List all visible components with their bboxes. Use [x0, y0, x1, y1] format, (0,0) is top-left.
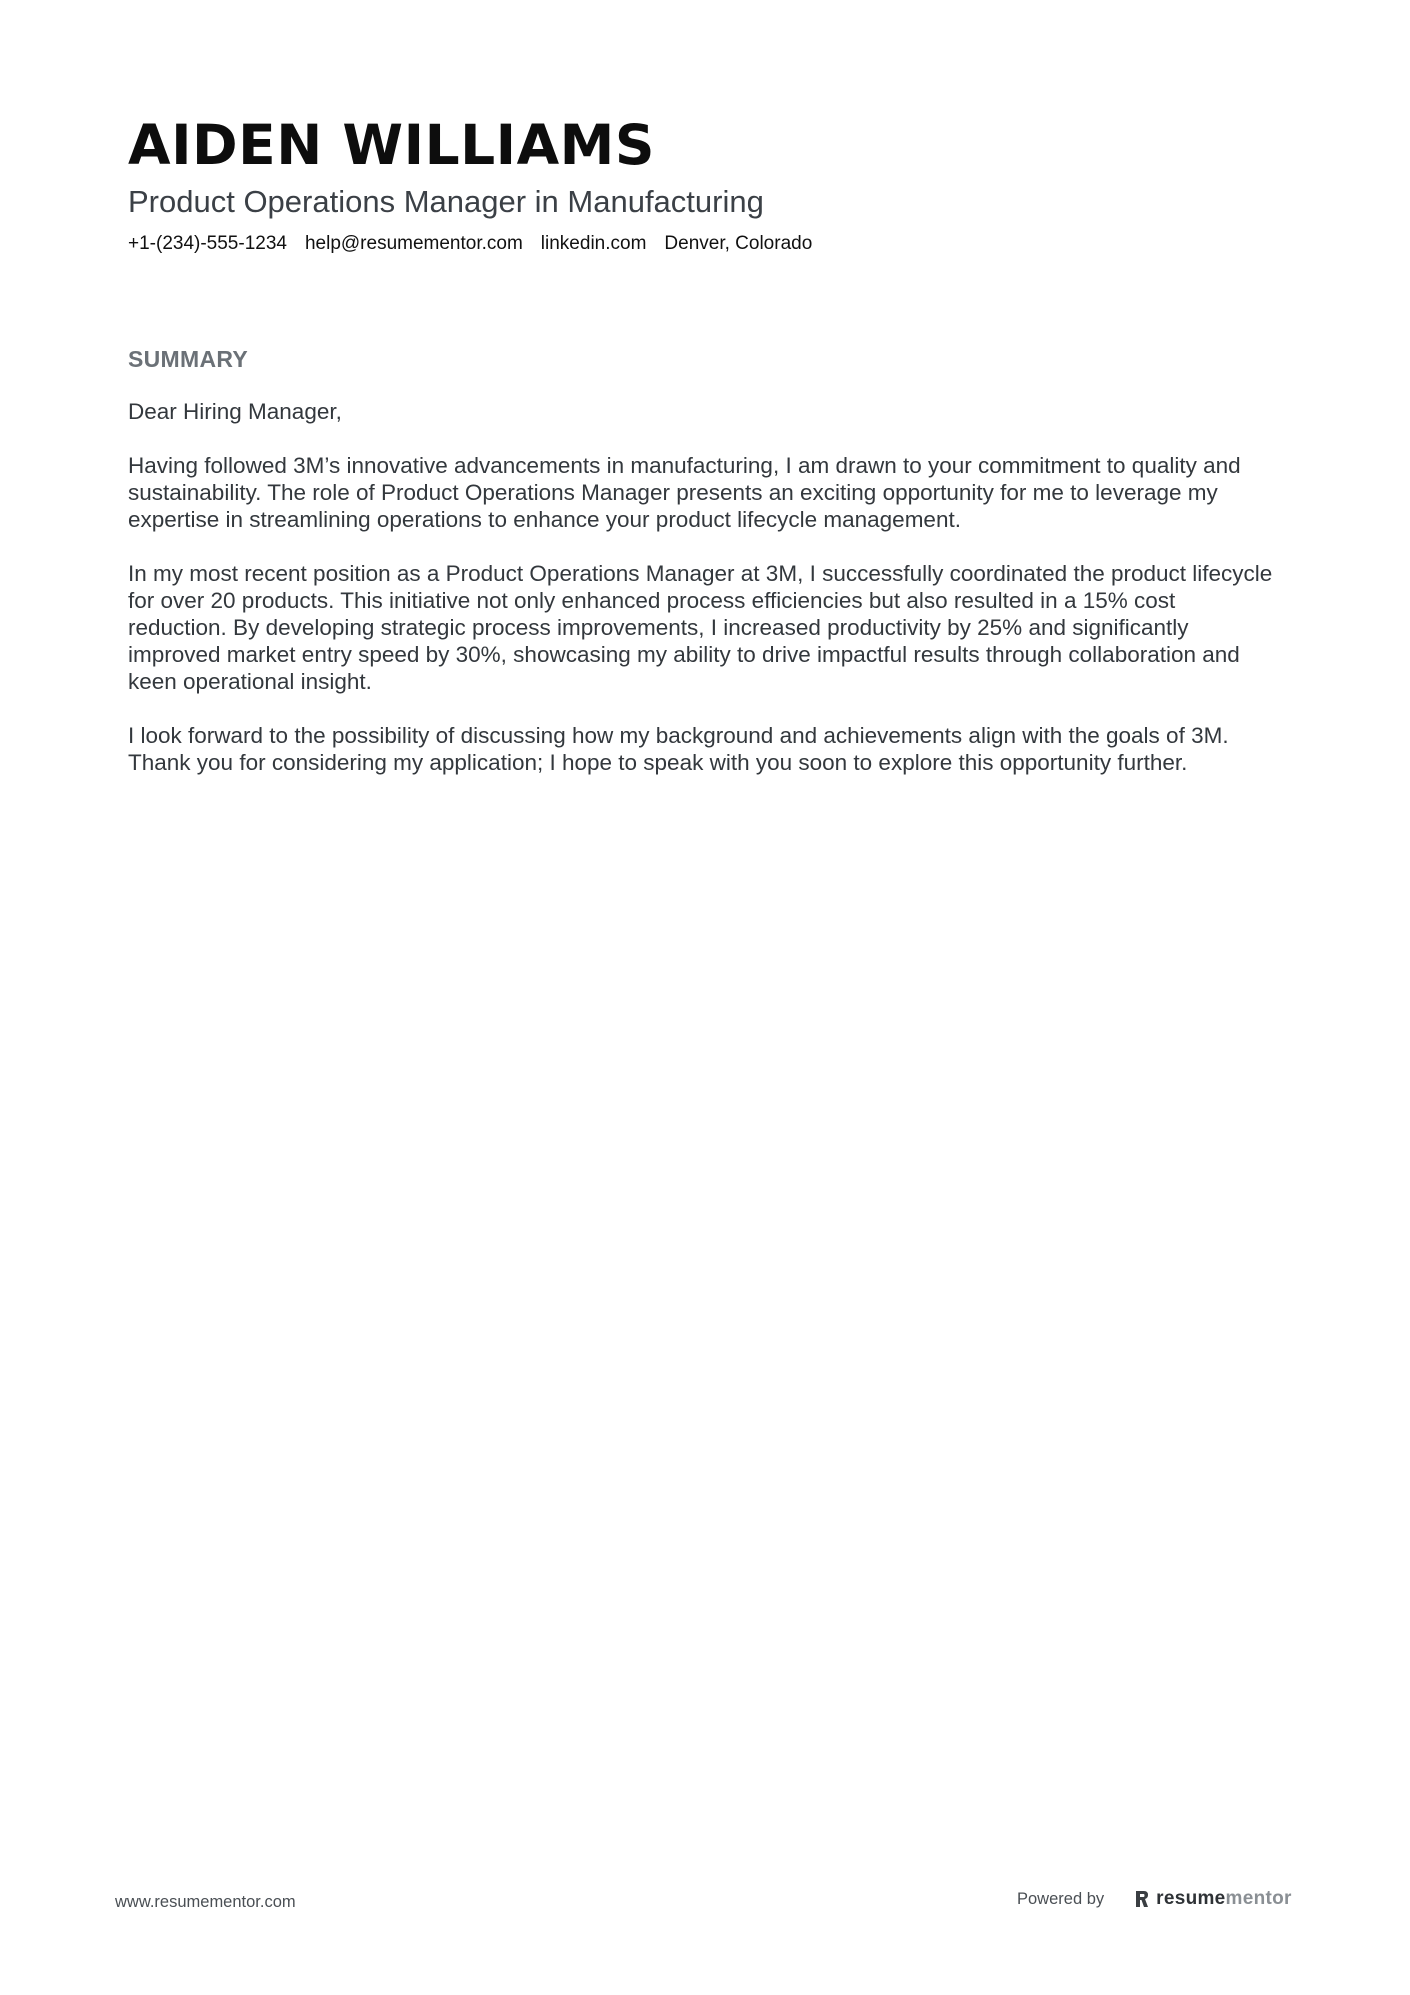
letter-paragraph: Having followed 3M’s innovative advancements in manufacturing, I am drawn to your commitment to quality and sustainability. The role of Product Operations Manager presents an exciting opportunity for me to leverage my expertise in streamlining operations to enhance your product lifecycle management. — [128, 453, 1241, 532]
job-title: Product Operations Manager in Manufacturing — [128, 184, 764, 219]
contact-email[interactable]: help@resumementor.com — [304, 233, 523, 254]
brand-wordmark-resume: resume — [1156, 1888, 1226, 1909]
powered-by-label: Powered by — [1017, 1889, 1105, 1908]
contact-location: Denver, Colorado — [664, 233, 813, 254]
resumementor-logo-icon — [1134, 1889, 1150, 1909]
letter-paragraph: In my most recent position as a Product Operations Manager at 3M, I successfully coordinated the product lifecycle for over 20 products. This initiative not only enhanced process efficiencies but also resulted in a 15% cost reduction. By developing strategic process improvements, I increased productivity by 25% and significantly improved market entry speed by 30%, showcasing my ability to drive impactful results through collaboration and keen operational insight. — [128, 561, 1273, 694]
brand-wordmark-mentor: mentor — [1225, 1888, 1292, 1909]
contact-row — [128, 232, 1278, 256]
footer-website[interactable]: www.resumementor.com — [115, 1893, 296, 1911]
brand-wordmark — [1156, 1888, 1292, 1910]
candidate-name: AIDEN WILLIAMS — [128, 113, 656, 177]
summary-heading: SUMMARY — [128, 346, 249, 372]
contact-linkedin[interactable]: linkedin.com — [540, 233, 647, 254]
footer-branding — [1017, 1888, 1292, 1910]
letter-body — [128, 398, 1278, 803]
letter-paragraph: I look forward to the possibility of discussing how my background and achievements align with the goals of 3M. Thank you for considering my application; I hope to speak with you soon to explore this opportunity further. — [128, 723, 1229, 775]
brand-logo[interactable] — [1134, 1888, 1292, 1910]
header — [128, 110, 1278, 256]
contact-phone: +1-(234)-555-1234 — [128, 233, 287, 254]
letter-greeting: Dear Hiring Manager, — [128, 399, 342, 424]
